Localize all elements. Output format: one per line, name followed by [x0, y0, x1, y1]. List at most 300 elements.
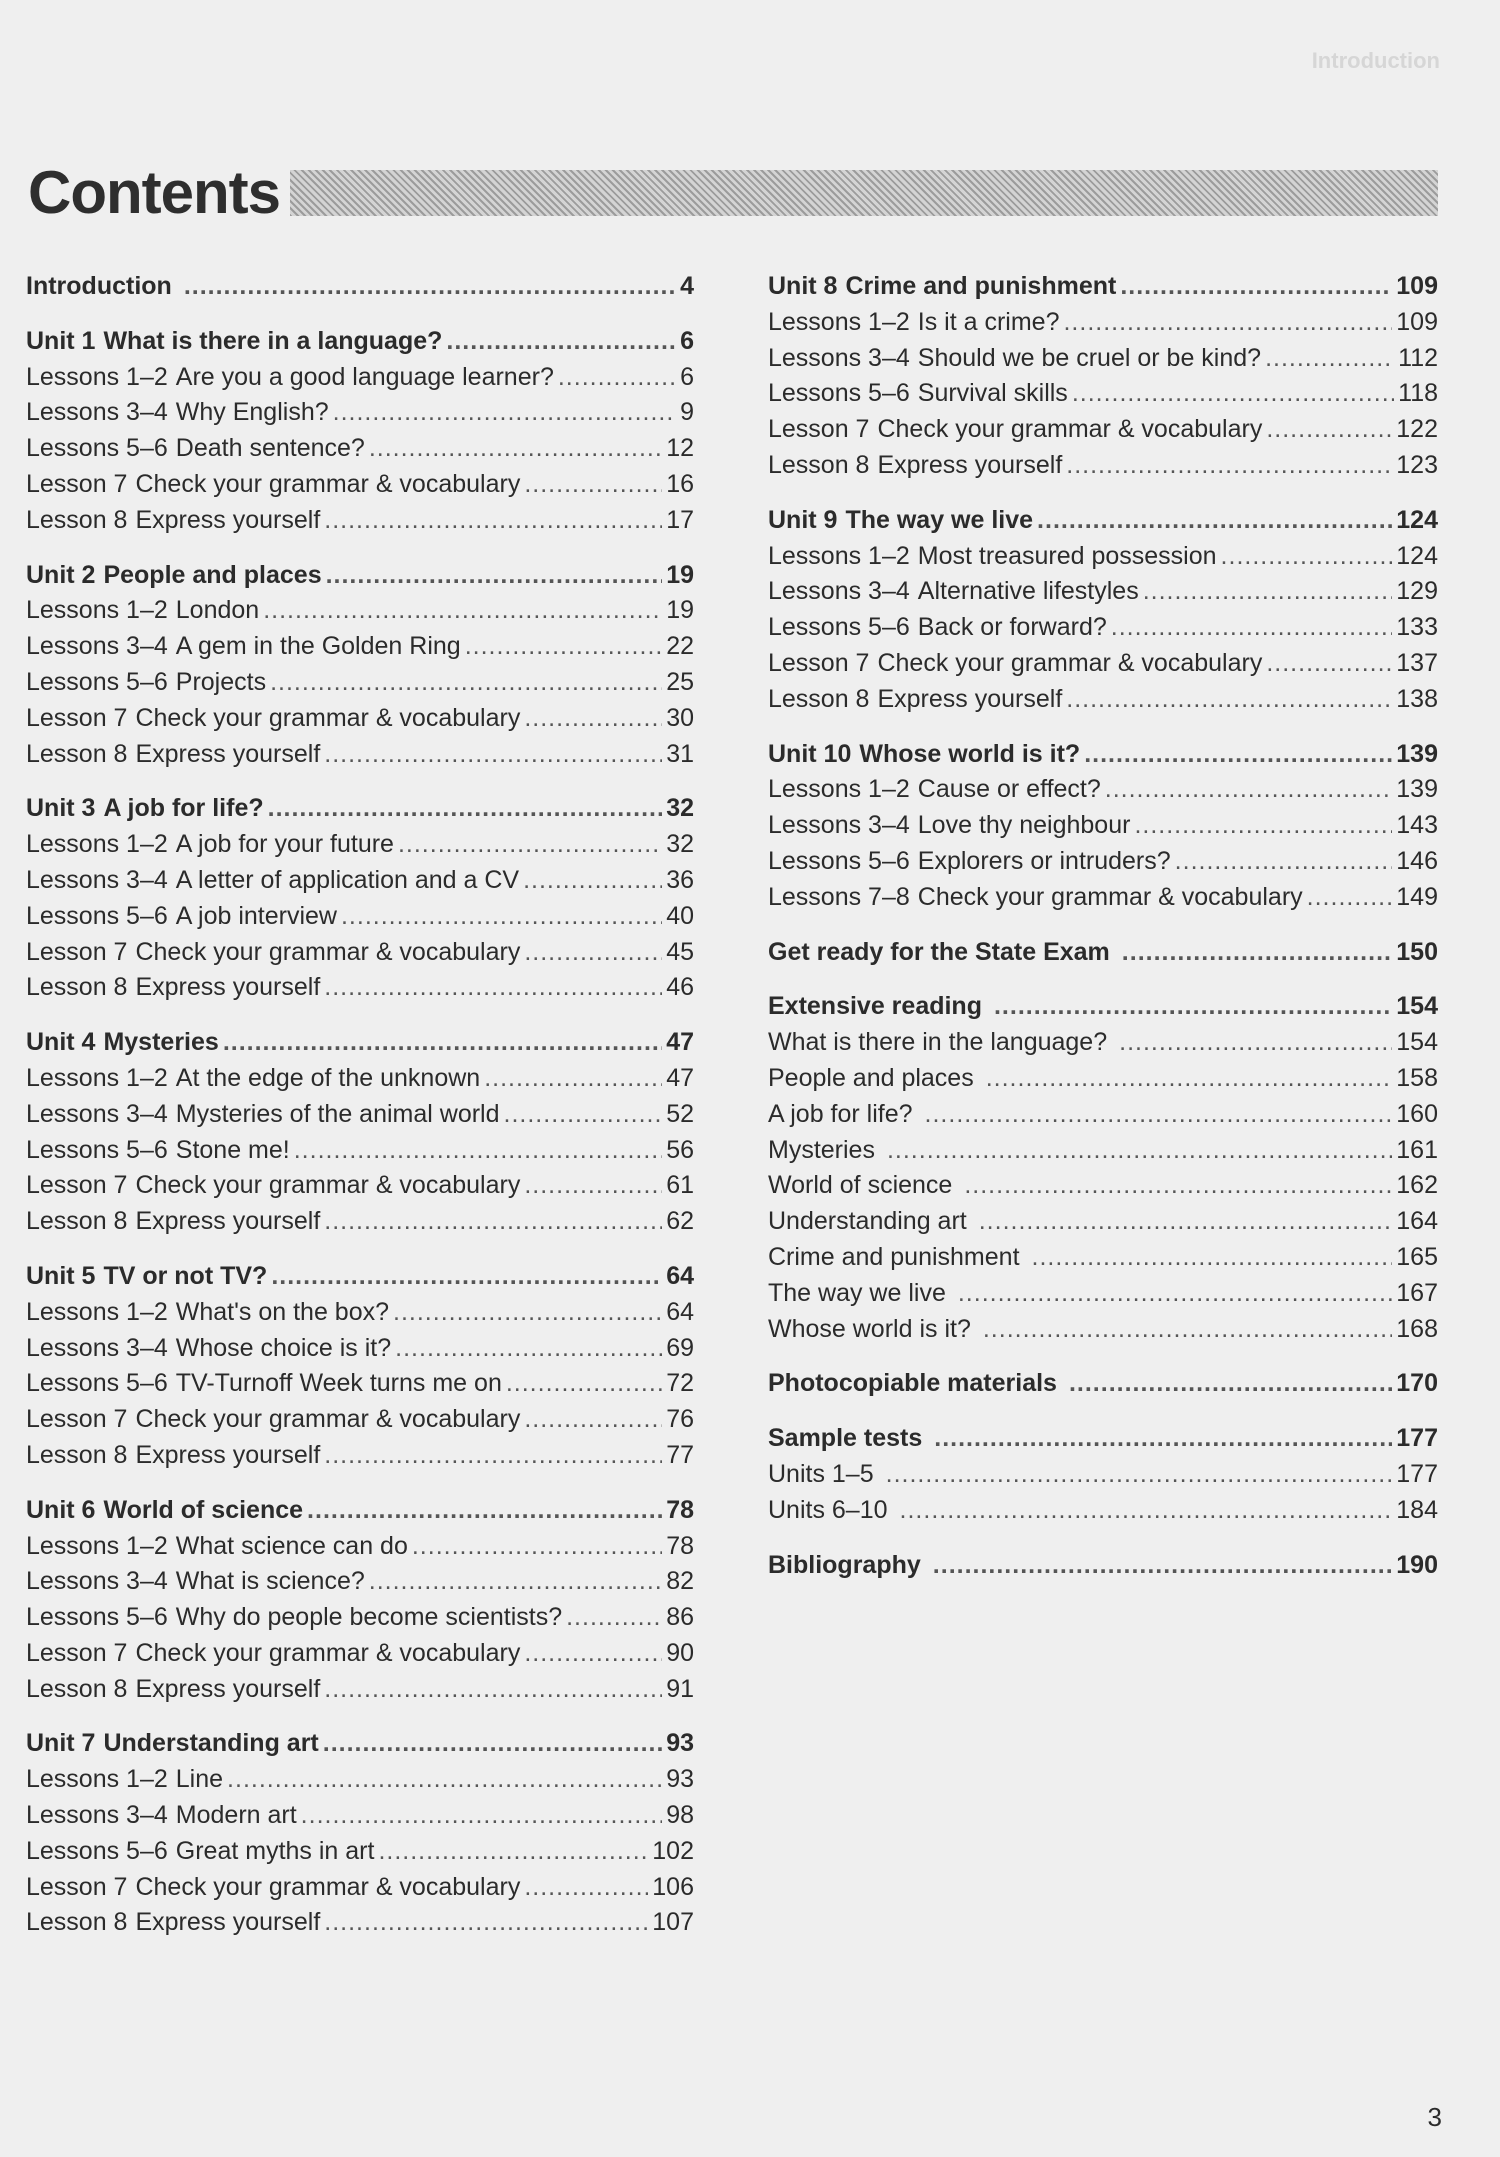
contents-entry-row[interactable] [768, 883, 1438, 919]
entry-page-number: 150 [1396, 937, 1438, 966]
dot-leader [524, 704, 662, 733]
contents-entry-row[interactable] [26, 506, 694, 542]
dot-leader [925, 1100, 1393, 1129]
entry-page-number: 91 [666, 1674, 694, 1703]
dot-leader [887, 1136, 1392, 1165]
dot-leader [378, 1837, 648, 1866]
entry-title: World of science [103, 1495, 304, 1524]
entry-page-number: 30 [666, 703, 694, 732]
entry-title: Are you a good language learner? [175, 362, 554, 391]
contents-section [768, 1369, 1438, 1405]
entry-title: Line [175, 1765, 224, 1794]
dot-leader [227, 1765, 662, 1794]
entry-page-number: 123 [1396, 450, 1438, 479]
entry-title: What's on the box? [175, 1297, 390, 1326]
page-number: 3 [1427, 2102, 1442, 2132]
entry-label: Lessons 3–4 [26, 1099, 168, 1128]
page-title: Contents [28, 158, 290, 228]
contents-entry-row[interactable] [26, 866, 694, 902]
entry-label: Lessons 3–4 [768, 577, 910, 606]
entry-label: Lesson 7 [26, 1171, 128, 1200]
entry-page-number: 109 [1396, 272, 1438, 300]
entry-label: Lessons 7–8 [768, 882, 910, 911]
dot-leader [446, 327, 676, 356]
entry-page-number: 76 [666, 1405, 694, 1434]
dot-leader [1265, 344, 1394, 373]
dot-leader [1032, 1243, 1393, 1272]
entry-title: People and places [103, 560, 322, 589]
contents-entry-row[interactable] [26, 1801, 694, 1837]
contents-entry-row[interactable] [26, 1100, 694, 1136]
entry-label: Lessons 1–2 [768, 307, 910, 336]
entry-page-number: 90 [666, 1638, 694, 1667]
entry-title: Most treasured possession [917, 541, 1217, 570]
entry-label: Lessons 5–6 [768, 846, 910, 875]
entry-label: Lesson 7 [26, 1405, 128, 1434]
entry-title: Explorers or intruders? [917, 846, 1171, 875]
entry-page-number: 129 [1396, 577, 1438, 606]
contents-entry-row[interactable] [26, 740, 694, 776]
entry-page-number: 56 [666, 1135, 694, 1164]
entry-title: What science can do [175, 1531, 408, 1560]
contents-heading-row[interactable] [768, 272, 1438, 308]
dot-leader [504, 1100, 663, 1129]
contents-entry-row[interactable] [26, 1567, 694, 1603]
entry-page-number: 177 [1396, 1459, 1438, 1488]
entry-page-number: 160 [1396, 1099, 1438, 1128]
contents-entry-row[interactable] [768, 1028, 1438, 1064]
contents-entry-row[interactable] [26, 1837, 694, 1873]
entry-title: Check your grammar & vocabulary [877, 415, 1263, 444]
entry-label: Lesson 8 [26, 1207, 128, 1236]
dot-leader [506, 1369, 662, 1398]
entry-page-number: 25 [666, 667, 694, 696]
dot-leader [268, 794, 663, 823]
contents-entry-row[interactable] [26, 470, 694, 506]
dot-leader [412, 1532, 662, 1561]
entry-title: What is science? [175, 1567, 365, 1596]
contents-entry-row[interactable] [26, 1298, 694, 1334]
entry-label: Unit 2 [26, 560, 96, 589]
contents-entry-row[interactable] [26, 1639, 694, 1675]
entry-page-number: 12 [666, 434, 694, 463]
contents-entry-row[interactable] [768, 577, 1438, 613]
entry-page-number: 16 [666, 469, 694, 498]
entry-page-number: 64 [666, 1297, 694, 1326]
dot-leader [1221, 542, 1393, 571]
entry-label: Whose world is it? [768, 1314, 971, 1343]
contents-entry-row[interactable] [768, 1171, 1438, 1207]
contents-heading-row[interactable] [26, 561, 694, 597]
contents-entry-row[interactable] [768, 847, 1438, 883]
contents-entry-row[interactable] [26, 1405, 694, 1441]
contents-entry-row[interactable] [26, 830, 694, 866]
contents-heading-row[interactable] [26, 794, 694, 830]
dot-leader [369, 1567, 662, 1596]
contents-entry-row[interactable] [768, 379, 1438, 415]
contents-section [26, 794, 694, 1009]
contents-section [768, 1551, 1438, 1587]
dot-leader [393, 1298, 662, 1327]
entry-title: The way we live [845, 505, 1034, 534]
contents-entry-row[interactable] [768, 811, 1438, 847]
entry-label: Lessons 5–6 [26, 1836, 168, 1865]
entry-label: Lessons 3–4 [26, 398, 168, 427]
contents-entry-row[interactable] [768, 685, 1438, 721]
entry-page-number: 158 [1396, 1063, 1438, 1092]
entry-page-number: 46 [666, 973, 694, 1002]
dot-leader [395, 1334, 662, 1363]
entry-page-number: 146 [1396, 846, 1438, 875]
dot-leader [271, 1262, 662, 1291]
dot-leader [1122, 938, 1392, 967]
dot-leader [324, 1675, 662, 1704]
entry-page-number: 4 [680, 272, 694, 300]
dot-leader [933, 1551, 1392, 1580]
contents-entry-row[interactable] [26, 434, 694, 470]
contents-entry-row[interactable] [768, 775, 1438, 811]
entry-label: Unit 7 [26, 1729, 96, 1758]
dot-leader [1119, 1028, 1392, 1057]
entry-label: Lesson 7 [26, 937, 128, 966]
entry-page-number: 168 [1396, 1314, 1438, 1343]
dot-leader [986, 1064, 1393, 1093]
entry-page-number: 6 [680, 326, 694, 355]
contents-section [768, 272, 1438, 487]
entry-page-number: 139 [1396, 739, 1438, 768]
entry-page-number: 17 [666, 505, 694, 534]
entry-label: Lesson 7 [768, 648, 870, 677]
dot-leader [900, 1496, 1393, 1525]
dot-leader [301, 1801, 663, 1830]
contents-entry-row[interactable] [26, 938, 694, 974]
entry-page-number: 167 [1396, 1278, 1438, 1307]
contents-heading-row[interactable] [768, 992, 1438, 1028]
entry-page-number: 177 [1396, 1424, 1438, 1453]
dot-leader [1066, 685, 1392, 714]
entry-label: Lessons 5–6 [26, 1603, 168, 1632]
dot-leader [1063, 308, 1392, 337]
entry-title: A job for life? [103, 794, 264, 823]
contents-section [26, 1496, 694, 1711]
entry-page-number: 45 [666, 937, 694, 966]
entry-title: Is it a crime? [917, 307, 1060, 336]
contents-entry-row[interactable] [26, 1873, 694, 1909]
entry-title: Great myths in art [175, 1836, 375, 1865]
contents-entry-row[interactable] [26, 1064, 694, 1100]
contents-entry-row[interactable] [768, 1315, 1438, 1351]
contents-entry-row[interactable] [26, 1908, 694, 1944]
dot-leader [934, 1424, 1392, 1453]
entry-label: Photocopiable materials [768, 1369, 1057, 1398]
entry-title: Why do people become scientists? [175, 1603, 563, 1632]
entry-page-number: 137 [1396, 648, 1438, 677]
entry-page-number: 154 [1396, 992, 1438, 1021]
contents-heading-row[interactable] [26, 1028, 694, 1064]
entry-label: Lessons 1–2 [26, 362, 168, 391]
dot-leader [1120, 272, 1392, 301]
entry-label: Unit 10 [768, 739, 852, 768]
dot-leader [184, 272, 676, 301]
entry-page-number: 102 [652, 1836, 694, 1865]
entry-title: Check your grammar & vocabulary [135, 703, 521, 732]
entry-label: Unit 1 [26, 326, 96, 355]
contents-entry-row[interactable] [768, 344, 1438, 380]
entry-page-number: 124 [1396, 505, 1438, 534]
entry-page-number: 36 [666, 865, 694, 894]
entry-label: Lessons 1–2 [768, 541, 910, 570]
contents-heading-row[interactable] [768, 1551, 1438, 1587]
entry-page-number: 47 [666, 1063, 694, 1092]
entry-label: Introduction [26, 272, 172, 300]
contents-section [768, 740, 1438, 919]
entry-label: Lesson 8 [26, 739, 128, 768]
contents-entry-row[interactable] [26, 632, 694, 668]
entry-page-number: 149 [1396, 882, 1438, 911]
entry-title: Love thy neighbour [917, 811, 1131, 840]
entry-title: Check your grammar & vocabulary [135, 1872, 521, 1901]
entry-page-number: 82 [666, 1567, 694, 1596]
dot-leader [1037, 506, 1392, 535]
entry-label: Lessons 5–6 [26, 434, 168, 463]
dot-leader [1105, 775, 1393, 804]
entry-label: Lessons 5–6 [768, 613, 910, 642]
contents-heading-row[interactable] [26, 1729, 694, 1765]
contents-entry-row[interactable] [768, 415, 1438, 451]
entry-page-number: 161 [1396, 1135, 1438, 1164]
entry-page-number: 40 [666, 901, 694, 930]
entry-title: Back or forward? [917, 613, 1107, 642]
entry-label: Lessons 1–2 [26, 1765, 168, 1794]
dot-leader [323, 1729, 662, 1758]
contents-entry-row[interactable] [26, 1675, 694, 1711]
contents-entry-row[interactable] [26, 596, 694, 632]
entry-title: A job interview [175, 901, 337, 930]
entry-title: A letter of application and a CV [175, 865, 520, 894]
contents-entry-row[interactable] [768, 308, 1438, 344]
entry-title: Express yourself [877, 684, 1063, 713]
contents-entry-row[interactable] [26, 704, 694, 740]
contents-section [768, 992, 1438, 1350]
entry-title: Why English? [175, 398, 329, 427]
contents-entry-row[interactable] [768, 451, 1438, 487]
contents-entry-row[interactable] [26, 973, 694, 1009]
dot-leader [979, 1207, 1393, 1236]
dot-leader [524, 938, 662, 967]
entry-title: Express yourself [135, 739, 321, 768]
entry-label: People and places [768, 1063, 974, 1092]
contents-entry-row[interactable] [26, 1765, 694, 1801]
contents-entry-row[interactable] [26, 1369, 694, 1405]
dot-leader [1069, 1369, 1392, 1398]
entry-page-number: 32 [666, 794, 694, 823]
entry-page-number: 118 [1398, 379, 1438, 408]
entry-label: Lessons 5–6 [768, 379, 910, 408]
entry-label: Lesson 8 [26, 1908, 128, 1937]
contents-heading-row[interactable] [768, 740, 1438, 776]
dot-leader [1266, 649, 1392, 678]
entry-page-number: 31 [666, 739, 694, 768]
contents-section [26, 561, 694, 776]
entry-page-number: 124 [1396, 541, 1438, 570]
contents-section [26, 327, 694, 542]
entry-page-number: 6 [680, 362, 694, 391]
contents-section [768, 1424, 1438, 1531]
dot-leader [326, 561, 663, 590]
dot-leader [341, 902, 662, 931]
entry-label: Lessons 5–6 [26, 901, 168, 930]
dot-leader [558, 363, 676, 392]
dot-leader [294, 1136, 662, 1165]
contents-entry-row[interactable] [768, 542, 1438, 578]
contents-entry-row[interactable] [768, 1279, 1438, 1315]
entry-page-number: 47 [666, 1028, 694, 1057]
dot-leader [1134, 811, 1392, 840]
contents-entry-row[interactable] [768, 649, 1438, 685]
entry-label: Lesson 8 [26, 1440, 128, 1469]
contents-entry-row[interactable] [26, 363, 694, 399]
dot-leader [958, 1279, 1392, 1308]
entry-label: The way we live [768, 1278, 946, 1307]
entry-label: Unit 3 [26, 794, 96, 823]
dot-leader [324, 1441, 662, 1470]
contents-heading-row[interactable] [768, 506, 1438, 542]
entry-title: At the edge of the unknown [175, 1063, 481, 1092]
contents-entry-row[interactable] [768, 1460, 1438, 1496]
entry-title: Check your grammar & vocabulary [135, 469, 521, 498]
entry-label: Lesson 8 [768, 450, 870, 479]
dot-leader [524, 1171, 662, 1200]
entry-page-number: 72 [666, 1369, 694, 1398]
entry-title: Survival skills [917, 379, 1068, 408]
dot-leader [324, 740, 662, 769]
contents-heading-row[interactable] [26, 272, 694, 308]
entry-title: Mysteries of the animal world [175, 1099, 500, 1128]
contents-heading-row[interactable] [26, 1496, 694, 1532]
entry-page-number: 133 [1396, 613, 1438, 642]
contents-entry-row[interactable] [26, 1334, 694, 1370]
dot-leader [484, 1064, 662, 1093]
entry-page-number: 22 [666, 632, 694, 661]
dot-leader [369, 434, 662, 463]
contents-entry-row[interactable] [768, 1243, 1438, 1279]
contents-entry-row[interactable] [26, 668, 694, 704]
dot-leader [1266, 415, 1392, 444]
entry-title: Check your grammar & vocabulary [135, 1405, 521, 1434]
contents-entry-row[interactable] [768, 1136, 1438, 1172]
entry-label: Lesson 7 [26, 1638, 128, 1667]
entry-title: Express yourself [135, 973, 321, 1002]
contents-entry-row[interactable] [768, 613, 1438, 649]
entry-page-number: 19 [666, 560, 694, 589]
entry-label: Lessons 3–4 [26, 632, 168, 661]
dot-leader [994, 992, 1392, 1021]
entry-page-number: 143 [1396, 811, 1438, 840]
contents-heading-row[interactable] [26, 327, 694, 363]
contents-entry-row[interactable] [26, 1603, 694, 1639]
entry-label: Lessons 3–4 [768, 343, 910, 372]
contents-heading-row[interactable] [26, 1262, 694, 1298]
entry-page-number: 93 [666, 1765, 694, 1794]
entry-page-number: 62 [666, 1207, 694, 1236]
entry-title: Mysteries [103, 1028, 219, 1057]
dot-leader [1066, 451, 1392, 480]
entry-page-number: 154 [1396, 1028, 1438, 1057]
entry-label: Get ready for the State Exam [768, 937, 1110, 966]
contents-entry-row[interactable] [26, 1532, 694, 1568]
contents-entry-row[interactable] [26, 398, 694, 434]
entry-label: Unit 8 [768, 272, 838, 300]
entry-title: TV-Turnoff Week turns me on [175, 1369, 502, 1398]
entry-label: Mysteries [768, 1135, 875, 1164]
dot-leader [1111, 613, 1393, 642]
contents-entry-row[interactable] [26, 1171, 694, 1207]
entry-page-number: 139 [1396, 775, 1438, 804]
entry-page-number: 78 [666, 1531, 694, 1560]
entry-label: Crime and punishment [768, 1242, 1020, 1271]
dot-leader [524, 1405, 662, 1434]
entry-page-number: 138 [1396, 684, 1438, 713]
entry-label: Unit 4 [26, 1028, 96, 1057]
entry-page-number: 77 [666, 1440, 694, 1469]
dot-leader [524, 470, 662, 499]
entry-page-number: 184 [1396, 1495, 1438, 1524]
entry-label: Unit 9 [768, 505, 838, 534]
dot-leader [566, 1603, 662, 1632]
contents-heading-row[interactable] [768, 938, 1438, 974]
contents-section [26, 1262, 694, 1477]
dot-leader [1307, 883, 1393, 912]
dot-leader [1072, 379, 1394, 408]
dot-leader [270, 668, 662, 697]
entry-title: Stone me! [175, 1135, 290, 1164]
contents-entry-row[interactable] [26, 1441, 694, 1477]
entry-label: Lessons 1–2 [26, 596, 168, 625]
dot-leader [223, 1028, 662, 1057]
entry-page-number: 9 [680, 398, 694, 427]
contents-entry-row[interactable] [26, 1207, 694, 1243]
contents-entry-row[interactable] [768, 1207, 1438, 1243]
entry-label: Lessons 1–2 [768, 775, 910, 804]
contents-heading-row[interactable] [768, 1369, 1438, 1405]
entry-title: Whose choice is it? [175, 1333, 392, 1362]
entry-label: Extensive reading [768, 992, 982, 1021]
entry-label: Lesson 7 [26, 703, 128, 732]
entry-title: Express yourself [135, 1207, 321, 1236]
entry-label: Lessons 3–4 [26, 1801, 168, 1830]
contents-entry-row[interactable] [26, 1136, 694, 1172]
dot-leader [263, 596, 662, 625]
contents-entry-row[interactable] [768, 1064, 1438, 1100]
entry-page-number: 165 [1396, 1242, 1438, 1271]
contents-entry-row[interactable] [26, 902, 694, 938]
entry-label: Understanding art [768, 1207, 967, 1236]
entry-page-number: 32 [666, 830, 694, 859]
entry-label: Lessons 1–2 [26, 1297, 168, 1326]
entry-title: A job for your future [175, 830, 394, 859]
entry-label: Lessons 3–4 [26, 865, 168, 894]
entry-page-number: 61 [666, 1171, 694, 1200]
contents-entry-row[interactable] [768, 1100, 1438, 1136]
contents-entry-row[interactable] [768, 1496, 1438, 1532]
entry-page-number: 170 [1396, 1369, 1438, 1398]
dot-leader [333, 398, 676, 427]
dot-leader [324, 506, 662, 535]
dot-leader [324, 1908, 648, 1937]
entry-page-number: 64 [666, 1261, 694, 1290]
entry-label: World of science [768, 1171, 953, 1200]
contents-heading-row[interactable] [768, 1424, 1438, 1460]
